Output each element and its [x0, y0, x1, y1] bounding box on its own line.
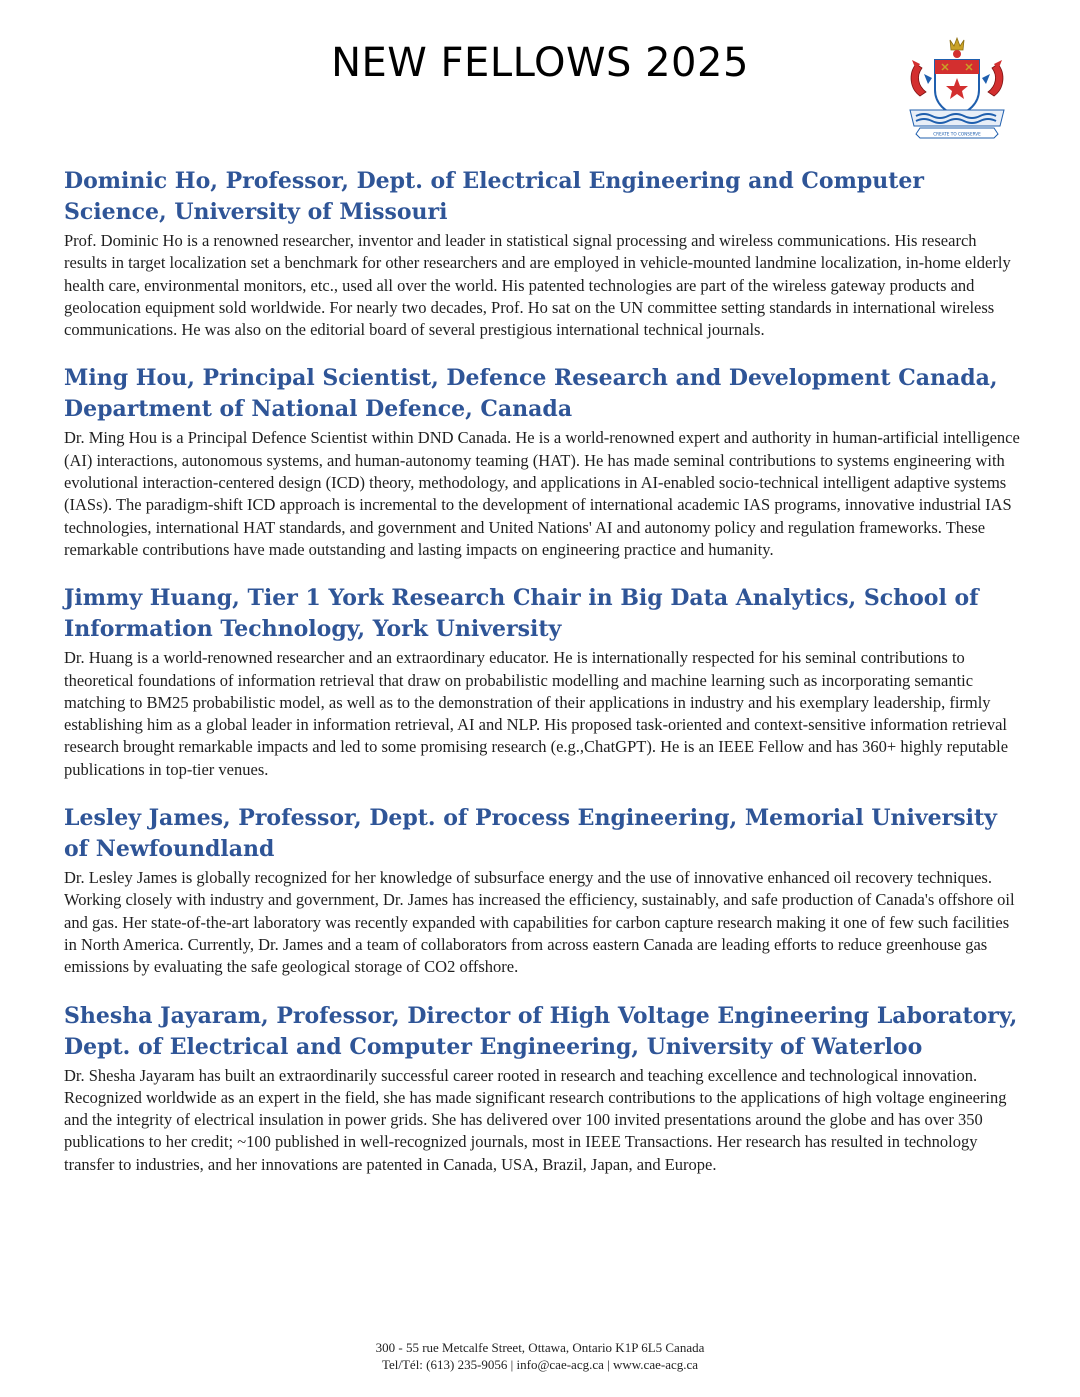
fellow-bio: Dr. Lesley James is globally recognized for her knowledge of subsurface energy and the use of innovative enhanced oil recovery techniques. Working closely with industry and government, Dr. James has increased the efficiency, sustainably, and safe production of Canada's offshore oil and gas. Her state-of-the-art laboratory was recently expanded with capabilities for carbon capture research making it one of few such facilities in North America. Currently, Dr. James and a team of collaborators from across eastern Canada are leading efforts to reduce greenhouse gas emissions by evaluating the safe geological storage of CO2 offshore.: [64, 868, 1015, 977]
fellow-bio: Dr. Ming Hou is a Principal Defence Scientist within DND Canada. He is a world-renowned expert and authority in human-artificial intelligence (AI) interactions, autonomous systems, and human-autonomy teaming (HAT). He has made seminal contributions to systems engineering with evolutional interaction-centered design (ICD) theory, methodology, and applications in AI-enabled socio-technical intelligent adaptive systems (IASs). The paradigm-shift ICD approach is incremental to the development of international academic IAS programs, innovative industrial IAS technologies, international HAT standards, and government and United Nations' AI and autonomy policy and regulation frameworks. These remarkable contributions have made outstanding and lasting impacts on engineering practice and humanity.: [64, 428, 1020, 559]
cae-coat-of-arms-logo: [902, 34, 1012, 142]
fellow-heading: Dominic Ho, Professor, Dept. of Electrical Engineering and Computer Science, University of Missouri: [64, 168, 924, 225]
page-footer: [0, 1339, 1080, 1373]
fellow-heading: Ming Hou, Principal Scientist, Defence Research and Development Canada, Department of National Defence, Canada: [64, 365, 998, 423]
fellow-entry-hou: [64, 363, 1020, 561]
crest-motto: CREATE TO CONSERVE: [933, 131, 981, 137]
fellow-heading: Lesley James, Professor, Dept. of Process Engineering, Memorial University of Newfoundland: [64, 805, 997, 863]
fellows-list: [64, 166, 1020, 1198]
fellow-entry-jayaram: [64, 1001, 1020, 1176]
footer-address: 300 - 55 rue Metcalfe Street, Ottawa, Ontario K1P 6L5 Canada: [375, 1340, 705, 1355]
fellow-entry-huang: [64, 583, 1020, 781]
fellow-bio: Prof. Dominic Ho is a renowned researcher, inventor and leader in statistical signal processing and wireless communications. His research results in target localization set a benchmark for other researchers and are employed in vehicle-mounted landmine localization, in-home elderly health care, environmental monitors, etc., used all over the world. His patented technologies are part of the wireless gateway products and geolocation equipment sold worldwide. For nearly two decades, Prof. Ho sat on the UN committee setting standards in international wireless communications. He was also on the editorial board of several prestigious international technical journals.: [64, 231, 1011, 340]
fellow-heading: Jimmy Huang, Tier 1 York Research Chair in Big Data Analytics, School of Information Technology, York University: [64, 585, 979, 643]
fellow-heading: Shesha Jayaram, Professor, Director of High Voltage Engineering Laboratory, Dept. of Electrical and Computer Engineering, University of Waterloo: [64, 1002, 1018, 1060]
page-title: NEW FELLOWS 2025: [331, 40, 749, 86]
fellow-entry-ho: [64, 166, 1020, 341]
fellow-bio: Dr. Huang is a world-renowned researcher and an extraordinary educator. He is internationally respected for his seminal contributions to theoretical foundations of information retrieval that draw on probabilistic modelling and machine learning such as incorporating semantic matching to BM25 probabilistic model, as well as to the demonstration of their applications in industry and his exemplary leadership, firmly establishing him as a global leader in information retrieval, AI and NLP. His proposed task-oriented and context-sensitive information retrieval research brought remarkable impacts and led to some promising research (e.g.,ChatGPT). He is an IEEE Fellow and has 360+ highly reputable publications in top-tier venues.: [64, 648, 1009, 779]
fellow-entry-james: [64, 803, 1020, 978]
fellow-bio: Dr. Shesha Jayaram has built an extraordinarily successful career rooted in research and teaching excellence and technological innovation. Recognized worldwide as an expert in the field, she has made significant research contributions to the applications of high voltage engineering and the integrity of electrical insulation in power grids. She has delivered over 100 invited presentations around the globe and has over 350 publications to her credit; ~100 published in well-recognized journals, most in IEEE Transactions. Her research has resulted in technology transfer to industries, and her innovations are patented in Canada, USA, Brazil, Japan, and Europe.: [64, 1065, 1007, 1174]
footer-contact: Tel/Tél: (613) 235-9056 | info@cae-acg.ca | www.cae-acg.ca: [381, 1357, 699, 1372]
